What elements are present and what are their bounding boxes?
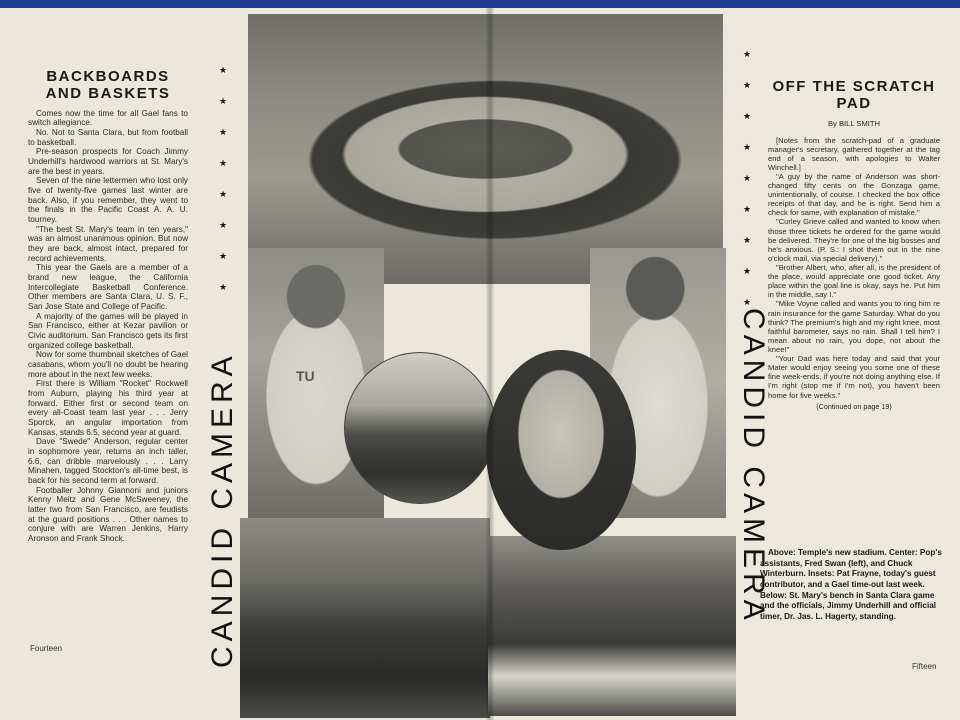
right-paragraph: "Your Dad was here today and said that your Mater would enjoy seeing you some one of these fine week-ends, if you're not doing anything else. If I'm right (stop me if I'm not), you haven't been home for five weeks." [768, 354, 940, 400]
shirt-lettering: TU [296, 368, 315, 384]
left-vertical-title: CANDID CAMERA [206, 351, 239, 668]
magazine-spread [0, 8, 960, 720]
left-paragraph: "The best St. Mary's team in ten years," was an almost unanimous opinion. But now they are back, almost intact, prepared for record achievements. [28, 224, 188, 263]
right-paragraph: "A guy by the name of Anderson was short-changed fifty cents on the Gonzaga game, unintentionally, of course. I checked the box office receipts of that day, and he is right. Send him a check for same, with explanation of mistake." [768, 171, 940, 218]
left-article-body [28, 109, 188, 544]
right-vertical-title: CANDID CAMERA [737, 308, 770, 625]
left-paragraph: Dave "Swede" Anderson, regular center in sophomore year, returns an inch taller, 6.6, can dribble marvelously . . . Larry Minahen, tagged Stockton's all-time best, is back for his second term at forward. [28, 437, 188, 486]
star-icon: ★ [218, 96, 228, 106]
bench-left-photo [240, 518, 490, 718]
left-paragraph: No. Not to Santa Clara, but from football to basketball. [28, 127, 188, 147]
left-folio: Fourteen [30, 644, 63, 653]
right-folio: Fifteen [912, 662, 937, 671]
right-paragraph: [Notes from the scratch-pad of a graduate manager's secretary, gathered together at the tag end of a season, with apologies to Walter Winchell.] [768, 135, 940, 172]
right-paragraph: "Mike Voyne called and wants you to ring him re rain insurance for the game Saturday. What do you think? The premium's high and my right knee, most faithful barometer, says no rain. Shall I tell him? I mean about no rain, you dope, not about the knee!" [768, 299, 940, 355]
right-star-column [740, 50, 754, 329]
guest-contributor-inset-photo [486, 350, 636, 550]
star-icon: ★ [742, 297, 752, 307]
right-paragraph: "Brother Albert, who, after all, is the president of the place, would appreciate one good ticket. Any place within the goal line is okay, says he. Put him in the middle, say I." [768, 263, 940, 300]
right-paragraph: "Curley Grieve called and wanted to know when those three tickets he ordered for the game would be delivered. They're for one of the big bosses and he's anxious. (P. S.: I shot them out in the nine o'clock mail, via special delivery)." [768, 217, 940, 263]
left-paragraph: First there is William "Rocket" Rockwell from Auburn, playing his third year at forward. Either first or second team on every all-Coast team last year . . . Jerry Sporck, an angular importation from Kansas, stands 6.5, second year at guard. [28, 379, 188, 437]
star-icon: ★ [742, 173, 752, 183]
right-heading: OFF THE SCRATCH PAD [772, 78, 936, 113]
left-paragraph: Comes now the time for all Gael fans to switch allegiance. [28, 108, 188, 128]
bench-right-photo [488, 536, 736, 716]
star-icon: ★ [218, 127, 228, 137]
time-out-inset-photo [344, 352, 496, 504]
star-icon: ★ [218, 282, 228, 292]
continued-note: (Continued on page 19) [816, 401, 892, 411]
star-icon: ★ [742, 266, 752, 276]
star-icon: ★ [742, 111, 752, 121]
left-paragraph: Now for some thumbnail sketches of Gael casabans, whom you'll no doubt be hearing more about in the next few weeks. [28, 350, 188, 379]
star-icon: ★ [218, 158, 228, 168]
left-star-column [216, 66, 230, 314]
byline: By BILL SMITH [827, 118, 881, 128]
left-paragraph: Pre-season prospects for Coach Jimmy Underhill's hardwood warriors at St. Mary's are the best in years. [28, 147, 188, 176]
star-icon: ★ [218, 65, 228, 75]
left-paragraph: Footballer Johnny Giannoni and juniors Kenny Meitz and Gene McSweeney, the latter two from San Francisco, are feudists at the guard positions . . . Other names to conjure with are Warren Jenkins, Harry Aronson and Frank Shock. [28, 485, 188, 544]
left-paragraph: A majority of the games will be played in San Francisco, either at Kezar pavilion or Civic auditorium. San Francisco gets its first organized college basketball. [28, 311, 188, 350]
star-icon: ★ [218, 251, 228, 261]
star-icon: ★ [742, 235, 752, 245]
left-heading: BACKBOARDS AND BASKETS [45, 68, 171, 103]
left-paragraph: Seven of the nine lettermen who lost only five of twenty-five games last winter are back. Also, if you remember, they went to the finals in the Pacific Coast A. A. U. tourney. [28, 176, 188, 224]
left-paragraph: This year the Gaels are a member of a brand new league, the California Intercollegiate Basketball Conference. Other members are Santa Clara, U. S. F., San Jose State and College of Pacific. [28, 263, 188, 311]
star-icon: ★ [742, 204, 752, 214]
star-icon: ★ [742, 80, 752, 90]
right-article-body [768, 136, 940, 400]
star-icon: ★ [218, 189, 228, 199]
left-article [28, 68, 188, 544]
page-gutter [486, 8, 494, 720]
star-icon: ★ [742, 142, 752, 152]
star-icon: ★ [742, 49, 752, 59]
star-icon: ★ [218, 220, 228, 230]
right-article [768, 78, 940, 411]
photo-caption: Above: Temple's new stadium. Center: Pop's assistants, Fred Swan (left), and Chuck Winterburn. Insets: Pat Frayne, today's guest contributor, and a Gael time-out last week. Below: St. Mary's bench in Santa Clara game and the officials, Jimmy Underhill and official timer, Dr. Jas. L. Hagerty, standing. [760, 548, 942, 621]
